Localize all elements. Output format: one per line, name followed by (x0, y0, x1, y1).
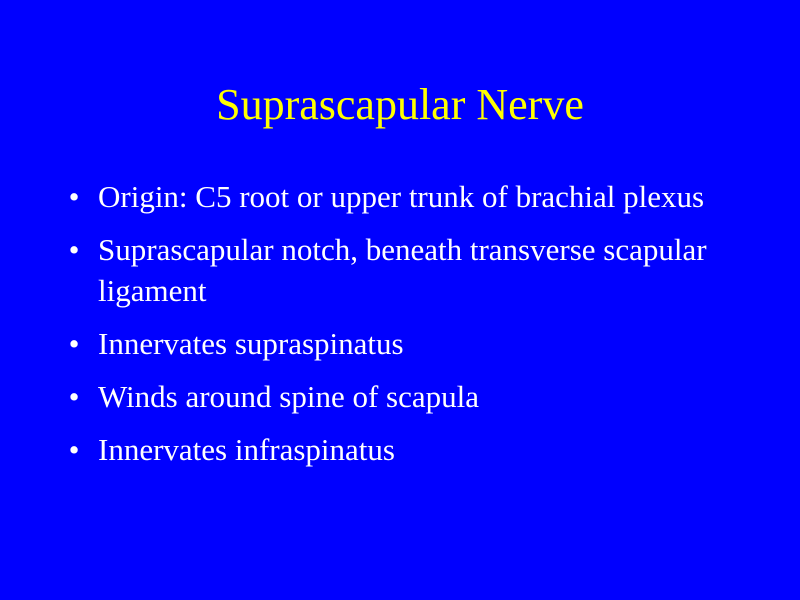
bullet-icon: • (68, 432, 80, 467)
bullet-icon: • (68, 179, 80, 214)
bullet-text: Suprascapular notch, beneath transverse scapular ligament (98, 232, 707, 308)
bullet-text: Innervates supraspinatus (98, 326, 404, 361)
bullet-item-notch (64, 229, 764, 311)
bullet-text: Innervates infraspinatus (98, 432, 395, 467)
bullet-text: Origin: C5 root or upper trunk of brachial plexus (98, 179, 705, 214)
bullet-item-supraspinatus (64, 323, 764, 364)
bullet-icon: • (68, 326, 80, 361)
bullet-text: Winds around spine of scapula (98, 379, 479, 414)
bullet-list (64, 176, 764, 482)
bullet-item-infraspinatus (64, 429, 764, 470)
bullet-icon: • (68, 232, 80, 267)
bullet-item-spine (64, 376, 764, 417)
bullet-icon: • (68, 379, 80, 414)
bullet-item-origin (64, 176, 764, 217)
slide-title: Suprascapular Nerve (216, 80, 584, 129)
